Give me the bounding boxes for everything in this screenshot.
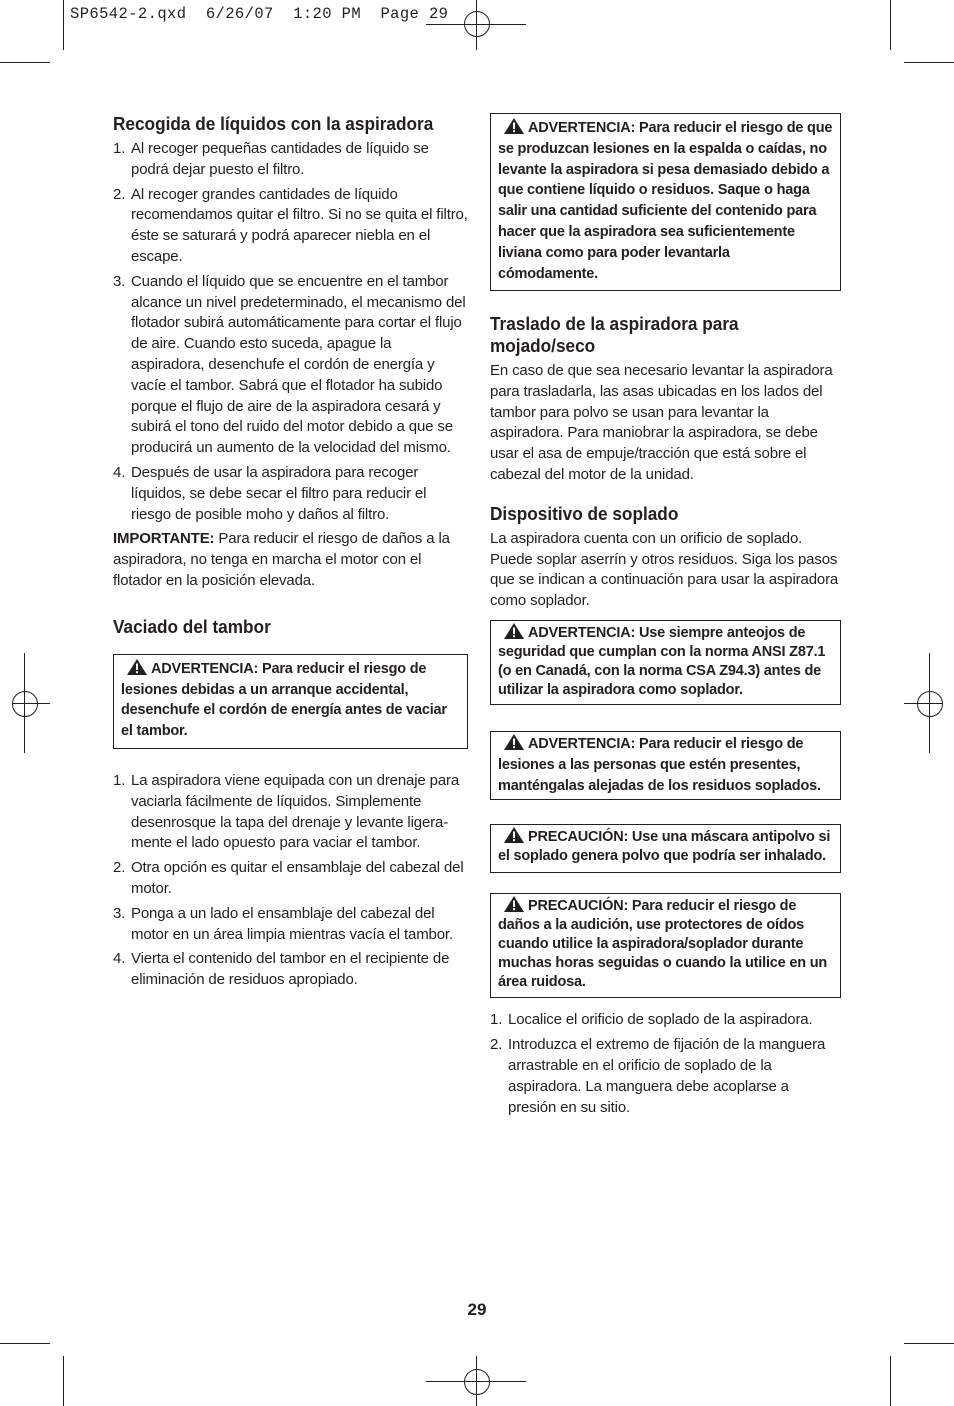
crop-mark xyxy=(904,1343,954,1344)
right-column xyxy=(490,313,841,1122)
warning-box: ADVERTENCIA: Use siempre anteojos de seguridad que cumplan con la norma ANSI Z87.1 (o en Canadá, con la norma CSA Z94.3) antes de utilizar la aspiradora como soplador. xyxy=(490,620,841,705)
caution-box: PRECAUCIÓN: Para reducir el riesgo de daños a la audición, use protectores de oídos cuando utilice la aspiradora/soplador durante muchas horas seguidas o cuando la utilice en un área ruidosa. xyxy=(490,893,841,998)
section-empty-drum xyxy=(113,616,468,991)
warning-triangle-icon xyxy=(504,896,524,912)
warning-box: ADVERTENCIA: Para reducir el riesgo de lesiones debidas a un arranque accidental, desenchufe el cordón de energía antes de vaciar el tambor. xyxy=(113,654,468,749)
list-item: 2. Introduzca el extremo de fijación de la manguera arrastrable en el orificio de soplado de la aspiradora. La manguera debe acoplarse a presión en su sitio. xyxy=(490,1036,826,1116)
crop-mark xyxy=(63,0,64,50)
list-item: 2. Al recoger grandes cantidades de líquido recomendamos quitar el filtro. Si no se quita el filtro, éste se saturará y podrá aparecer niebla en el escape. xyxy=(113,185,468,265)
crop-mark xyxy=(890,1356,891,1406)
warning-triangle-icon xyxy=(127,659,147,675)
crop-mark xyxy=(63,1356,64,1406)
important-label: IMPORTANTE: xyxy=(113,530,215,548)
page-number: 29 xyxy=(467,1300,487,1319)
section-text: En caso de que sea necesario levantar la aspiradora para trasladarla, las asas ubicadas en los lados del tambor para polvo se usan para levantar la aspiradora. Para maniobrar la aspiradora, se debe usar el asa de empuje/tracción que está sobre el cabezal del motor de la unidad. xyxy=(490,362,833,483)
caution-box: PRECAUCIÓN: Use una máscara antipolvo si el soplado genera polvo que podría ser inhalado. xyxy=(490,824,841,873)
section-text: La aspiradora cuenta con un orificio de soplado. Puede soplar aserrín y otros residuos. Siga los pasos que se indican a continuación para usar la aspiradora como soplador. xyxy=(490,529,839,610)
warning-triangle-icon xyxy=(504,827,524,843)
list-item: 3. Ponga a un lado el ensamblaje del cabezal del motor en un área limpia mientras vacía el tambor. xyxy=(113,904,453,943)
important-note: IMPORTANTE: Para reducir el riesgo de daños a la aspiradora, no tenga en marcha el motor con el flotador en la posición elevada. xyxy=(113,530,450,589)
list-item: 4. Después de usar la aspiradora para recoger líquidos, se debe secar el filtro para reducir el riesgo de posible moho y daños al filtro. xyxy=(113,463,427,523)
left-column xyxy=(113,113,468,995)
warning-box-back-injury: ADVERTENCIA: Para reducir el riesgo de que se produzcan lesiones en la espalda o caídas, no levante la aspiradora si pesa demasiado debido a que contiene líquido o residuos. Saque o haga salir una cantidad suficiente del contenido para hacer que la aspiradora sea suficientemente liviana como para poder levantarla cómodamente. xyxy=(490,113,841,291)
section-blower xyxy=(490,503,841,1119)
crop-mark xyxy=(904,62,954,63)
section-title: Traslado de la aspiradora para mojado/seco xyxy=(490,313,739,356)
print-slug: SP6542-2.qxd 6/26/07 1:20 PM Page 29 xyxy=(70,5,449,23)
numbered-list xyxy=(113,139,468,525)
warning-triangle-icon xyxy=(504,118,524,134)
list-item: 1. Localice el orificio de soplado de la aspiradora. xyxy=(490,1011,813,1029)
warning-box: ADVERTENCIA: Para reducir el riesgo de lesiones a las personas que estén presentes, manténgalas alejadas de los residuos soplados. xyxy=(490,731,841,800)
warning-triangle-icon xyxy=(504,734,524,750)
numbered-list xyxy=(113,771,468,991)
section-title: Dispositivo de soplado xyxy=(490,502,679,524)
section-title: Vaciado del tambor xyxy=(113,615,271,637)
crop-mark xyxy=(0,1343,50,1344)
list-item: 4. Vierta el contenido del tambor en el recipiente de eliminación de residuos apropiado. xyxy=(113,950,450,989)
section-transport xyxy=(490,313,841,486)
list-item: 3. Cuando el líquido que se encuentre en el tambor alcance un nivel predeterminado, el mecanismo del flotador subirá automáticamente para cortar el flujo de aire. Cuando esto suceda, apague la aspiradora, desenchufe el cordón de energía y vacíe el tambor. Sabrá que el flotador ha subido porque el flujo de aire de la aspiradora cesará y subirá el tono del ruido del motor debido a que se producirá un aumento de la velocidad del mismo. xyxy=(113,272,466,457)
list-item: 1. Al recoger pequeñas cantidades de líquido se podrá dejar puesto el filtro. xyxy=(113,140,429,178)
section-liquid-pickup xyxy=(113,113,468,592)
numbered-list xyxy=(490,1010,841,1118)
list-item: 2. Otra opción es quitar el ensamblaje del cabezal del motor. xyxy=(113,859,464,897)
crop-mark xyxy=(890,0,891,50)
crop-mark xyxy=(0,62,50,63)
section-title: Recogida de líquidos con la aspiradora xyxy=(113,113,434,134)
list-item: 1. La aspiradora viene equipada con un drenaje para vaciarla fácilmente de líquidos. Simplemente desenrosque la tapa del drenaje y levante ligera-mente el lado opuesto para vaciar el tambor. xyxy=(113,771,460,852)
warning-triangle-icon xyxy=(504,623,524,639)
